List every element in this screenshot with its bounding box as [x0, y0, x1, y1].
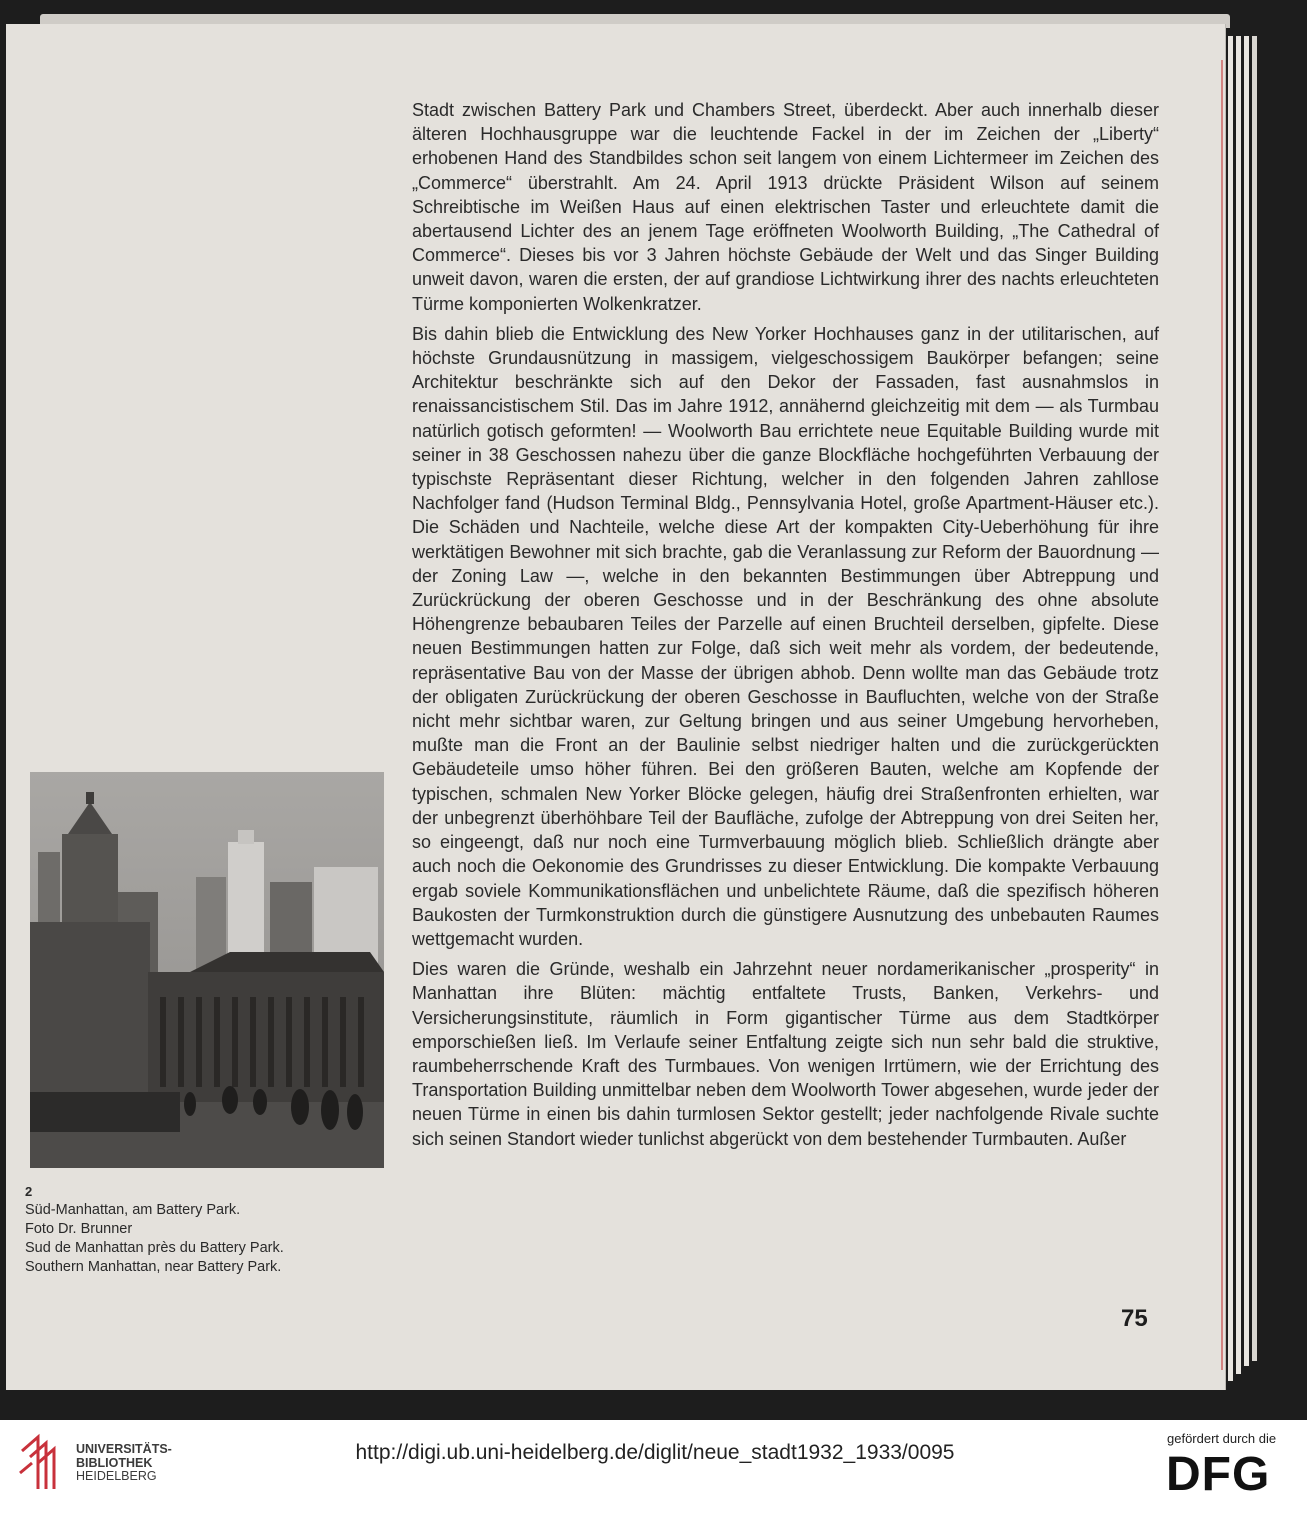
skyline-illustration	[30, 772, 384, 1168]
library-line: UNIVERSITÄTS-	[76, 1442, 172, 1456]
library-logo-icon	[16, 1433, 72, 1493]
page-stack-edge	[1228, 36, 1233, 1381]
caption-line: Foto Dr. Brunner	[25, 1221, 133, 1237]
page-margin-line	[1221, 60, 1223, 1370]
dfg-logo: DFG	[1166, 1448, 1271, 1501]
library-line: BIBLIOTHEK	[76, 1455, 153, 1470]
library-line: HEIDELBERG	[76, 1469, 157, 1483]
library-name	[76, 1443, 172, 1484]
paragraph: Stadt zwischen Battery Park und Chambers Street, überdeckt. Aber auch innerhalb dieser älteren Hochhausgruppe war die leuchtende Fackel in der im Zeichen der „Liberty“ erhobenen Hand des Standbildes schon seit langem von einem Lichtermeer im Zeichen des „Commerce“ überstrahlt. Am 24. April 1913 drückte Präsident Wilson auf seinem Schreibtische im Weißen Haus auf einen elektrischen Taster und erleuchtete damit die abertausend Lichter des an jenem Tage eröffneten Woolworth Building, „The Cathedral of Commerce“. Dieses bis vor 3 Jahren höchste Gebäude der Welt und das Singer Building unweit davon, waren die ersten, der auf grandiose Lichtwirkung ihrer des nachts erleuchteten Türme komponierten Wolkenkratzer.	[412, 100, 1159, 314]
caption-line: Sud de Manhattan près du Battery Park.	[25, 1240, 284, 1256]
page-stack-edge	[1236, 36, 1241, 1374]
caption-line: Southern Manhattan, near Battery Park.	[25, 1259, 282, 1275]
manhattan-photo	[30, 772, 384, 1168]
figure-caption	[25, 1182, 284, 1277]
article-body	[412, 98, 1159, 1157]
funding-label: gefördert durch die	[1167, 1431, 1277, 1446]
page-stack-edge	[1244, 36, 1249, 1366]
source-url[interactable]: http://digi.ub.uni-heidelberg.de/diglit/neue_stadt1932_1933/0095	[355, 1441, 955, 1464]
paragraph: Bis dahin blieb die Entwicklung des New Yorker Hochhauses ganz in der utilitarischen, auf höchste Grundausnützung in massigem, vielgeschossigem Baukörper befangen; seine Architektur beschränkte sich auf den Dekor der Fassaden, fast ausnahmslos in renaissancistischem Stil. Das im Jahre 1912, annähernd gleichzeitig mit dem — als Turmbau natürlich gotisch geformten! — Woolworth Bau errichtete neue Equitable Building wurde mit seiner in 38 Geschossen nahezu über die ganze Blockfläche hochgeführten Verbauung der typischste Repräsentant dieser Richtung, welcher in den folgenden Jahren zahllose Nachfolger fand (Hudson Terminal Bldg., Pennsylvania Hotel, große Apartment-Häuser etc.). Die Schäden und Nachteile, welche diese Art der kompakten City-Ueberhöhung für ihre werktätigen Bewohner mit sich brachte, gab die Veranlassung zur Reform der Bauordnung — der Zoning Law —, welche in den bekannten Bestimmungen über Abtreppung und Zurückrückung der oberen Geschosse und in der Beschränkung des ohne absolute Höhengrenze bebaubaren Teiles der Parzelle auf einen Bruchteil derselben, gipfelte. Diese neuen Bestimmungen hatten zur Folge, daß sich weit mehr als vordem, der bedeutende, repräsentative Bau von der Masse der übrigen abhob. Denn wollte man das Gebäude trotz der obligaten Zurückrückung der oberen Geschosse in Baufluchten, welche von der Straße nicht mehr sichtbar waren, zur Geltung bringen und aus seiner Umgebung hervorheben, mußte man die Front an der Baulinie selbst niedriger halten und die zurückgerückten Gebäudeteile umso höher führen. Bei den größeren Bauten, welche am Kopfende der typischen, schmalen New Yorker Blöcke gelegen, häufig drei Straßenfronten erhielten, war der unbegrenzt überhöhbare Teil der Baufläche, zufolge der Abtreppung von drei Seiten her, so eingeengt, daß nur noch eine Turmverbauung möglich blieb. Schließlich drängte aber auch noch die Oekonomie des Grundrisses zu dieser Entwicklung. Die kompakte Verbauung ergab soviele Kommunikationsflächen und unbelichtete Räume, daß die spezifisch höheren Baukosten der Turmkonstruktion durch die günstigere Ausnutzung des unbebauten Raumes wettgemacht wurden.	[412, 323, 1159, 949]
footer-bar	[0, 1420, 1307, 1513]
caption-line: Süd-Manhattan, am Battery Park.	[25, 1202, 241, 1218]
page-number: 75	[1121, 1305, 1148, 1332]
page-stack-edge	[1252, 36, 1257, 1361]
paragraph: Dies waren die Gründe, weshalb ein Jahrzehnt neuer nordamerikanischer „prosperity“ in Manhattan ihre Blüten: mächtig entfaltete Trusts, Banken, Verkehrs- und Versicherungsinstitute, räumlich in Form gigantischer Türme aus dem Stadtkörper emporschießen ließ. Im Verlaufe seiner Entfaltung zeigte sich nun sehr bald die struktive, raumbeherrschende Kraft des Turmbaues. Von wenigen Irrtümern, wie der Errichtung des Transportation Building unmittelbar neben dem Woolworth Tower abgesehen, wurde jeder der neuen Türme in einen bis dahin turmlosen Sektor gestellt; jeder nachfolgende Rivale suchte sich seinen Standort wieder tunlichst abgerückt von dem bestehender Turmbauten. Außer	[412, 959, 1159, 1149]
figure-number: 2	[25, 1184, 33, 1199]
